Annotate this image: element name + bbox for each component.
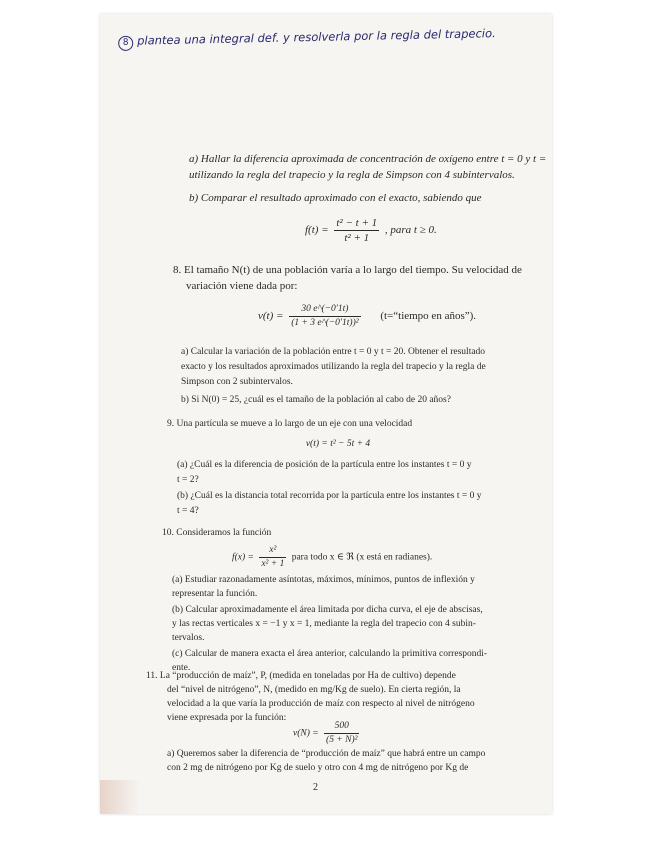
p8-v-num: 30 e^(−0′1t) — [289, 303, 360, 317]
p7-f-num: t² − t + 1 — [336, 217, 378, 229]
p9-b1: (b) ¿Cuál es la distancia total recorrida por la partícula entre los instantes t = 0 y — [177, 491, 482, 501]
p11-line2: del “nivel de nitrógeno”, N, (medido en mg/Kg de suelo). En cierta región, la — [167, 685, 461, 695]
p10-formula — [232, 544, 432, 571]
p9-a2: t = 2? — [177, 475, 199, 485]
p9-line1: 9. Una partícula se mueve a lo largo de un eje con una velocidad — [167, 419, 413, 429]
p10-b3: tervalos. — [172, 633, 205, 643]
p9-a1: (a) ¿Cuál es la diferencia de posición de la partícula entre los instantes t = 0 y — [177, 460, 472, 470]
p8-note: (t=“tiempo en años”). — [380, 310, 477, 323]
p10-c1: (c) Calcular de manera exacta el área anterior, calculando la primitiva correspondi- — [172, 649, 488, 659]
p11-line3: velocidad a la que varía la producción de maíz con respecto al nivel de nitrógeno — [167, 699, 475, 709]
p11-line1: 11. La “producción de maíz”, P, (medida en toneladas por Ha de cultivo) depende — [146, 671, 456, 681]
p7-b: b) Comparar el resultado aproximado con el exacto, sabiendo que — [189, 192, 482, 204]
p10-f-right: para todo x ∈ ℜ (x está en radianes). — [291, 552, 433, 563]
p11-v-num: 500 — [324, 720, 359, 734]
p8-fraction — [289, 303, 360, 330]
p11-fraction — [324, 720, 359, 747]
page-number: 2 — [313, 782, 318, 793]
p10-f-den: x² + 1 — [261, 559, 285, 569]
p10-line1: 10. Consideramos la función — [162, 528, 272, 538]
p8-v-left: v(t) = — [258, 310, 284, 323]
p11-a2: con 2 mg de nitrógeno por Kg de suelo y otro con 4 mg de nitrógeno por Kg de — [167, 763, 469, 773]
finger-shadow — [100, 780, 140, 814]
p11-v-left: v(N) = — [293, 728, 319, 739]
p8-formula — [258, 303, 476, 330]
handwritten-number: 8 — [118, 36, 133, 51]
p10-a2: representar la función. — [172, 589, 258, 599]
p8-a3: Simpson con 2 subintervalos. — [181, 377, 293, 387]
p8-a1: a) Calcular la variación de la población entre t = 0 y t = 20. Obtener el resultado — [181, 347, 486, 357]
p11-v-den: (5 + N)² — [326, 735, 358, 745]
p7-formula — [305, 216, 437, 245]
p10-fraction — [259, 544, 286, 571]
p7-f-right: , para t ≥ 0. — [384, 224, 437, 237]
p7-f-left: f(t) = — [305, 224, 329, 237]
p10-c2: ente. — [172, 663, 191, 673]
p8-line1: 8. El tamaño N(t) de una población varía a lo largo del tiempo. Su velocidad de — [173, 264, 522, 276]
p10-b1: (b) Calcular aproximadamente el área limitada por dicha curva, el eje de abscisas, — [172, 605, 483, 615]
p8-a2: exacto y los resultados aproximados utilizando la regla del trapecio y la regla de — [181, 362, 486, 372]
p10-a1: (a) Estudiar razonadamente asíntotas, máximos, mínimos, puntos de inflexión y — [172, 575, 475, 585]
p11-formula — [293, 720, 362, 747]
p9-b2: t = 4? — [177, 506, 199, 516]
p10-b2: y las rectas verticales x = −1 y x = 1, mediante la regla del trapecio con 4 subin- — [172, 619, 476, 629]
p7-a-line1: a) Hallar la diferencia aproximada de concentración de oxígeno entre t = 0 y t = — [189, 153, 547, 165]
p9-eq: v(t) = t² − 5t + 4 — [305, 439, 371, 449]
p11-line4: viene expresada por la función: — [167, 713, 287, 723]
p8-line2: variación viene dada por: — [186, 280, 298, 292]
p7-f-den: t² + 1 — [344, 232, 370, 244]
p7-a-line2: utilizando la regla del trapecio y la regla de Simpson con 4 subintervalos. — [189, 169, 515, 181]
p8-b: b) Si N(0) = 25, ¿cuál es el tamaño de la población al cabo de 20 años? — [181, 395, 451, 405]
handwritten-text: plantea una integral def. y resolverla por la regla del trapecio. — [136, 26, 496, 48]
p7-fraction — [334, 216, 379, 245]
p10-f-left: f(x) = — [232, 552, 254, 563]
p8-v-den: (1 + 3 e^(−0′1t))² — [291, 318, 359, 328]
p11-a1: a) Queremos saber la diferencia de “producción de maíz” que habrá entre un campo — [167, 749, 486, 759]
p10-f-num: x² — [259, 544, 286, 558]
